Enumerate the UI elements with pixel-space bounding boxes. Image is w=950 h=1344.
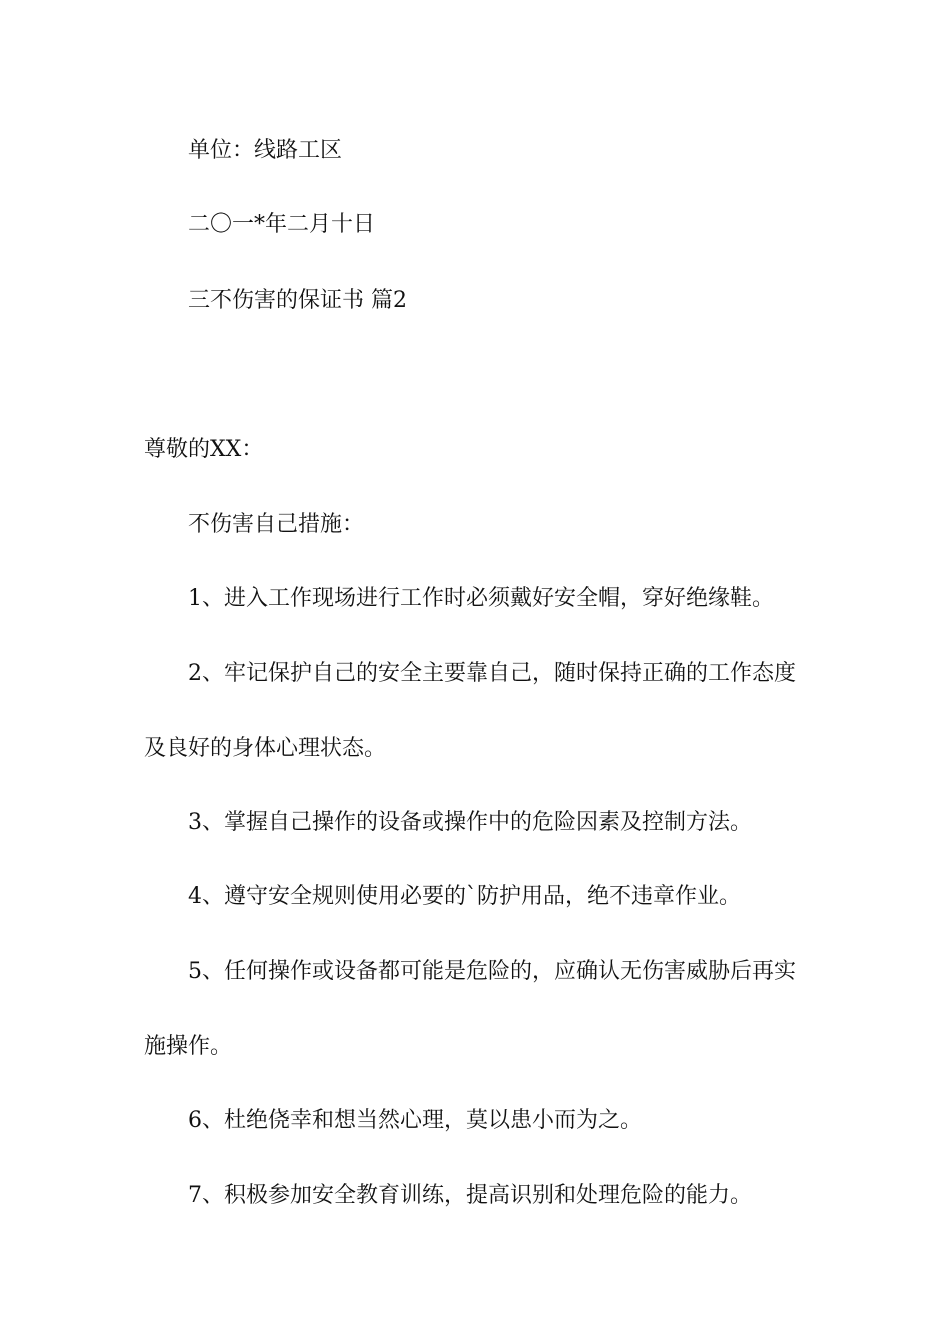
list-item-continuation: 及良好的身体心理状态。	[144, 736, 387, 761]
date-line: 二〇一*年二月十日	[188, 212, 376, 237]
list-item: 3、掌握自己操作的设备或操作中的危险因素及控制方法。	[188, 810, 752, 835]
list-item: 1、进入工作现场进行工作时必须戴好安全帽，穿好绝缘鞋。	[188, 586, 774, 611]
salutation: 尊敬的XX：	[144, 437, 264, 462]
list-item: 6、杜绝侥幸和想当然心理，莫以患小而为之。	[188, 1108, 642, 1133]
list-item: 4、遵守安全规则使用必要的`防护用品，绝不违章作业。	[188, 884, 741, 909]
list-item: 2、牢记保护自己的安全主要靠自己，随时保持正确的工作态度	[188, 661, 796, 686]
list-item-continuation: 施操作。	[144, 1034, 233, 1059]
unit-line: 单位：线路工区	[188, 138, 343, 163]
section-title: 三不伤害的保证书 篇2	[188, 288, 407, 313]
list-item: 5、任何操作或设备都可能是危险的，应确认无伤害威胁后再实	[188, 959, 796, 984]
subheading: 不伤害自己措施：	[188, 512, 365, 537]
list-item: 7、积极参加安全教育训练，提高识别和处理危险的能力。	[188, 1183, 752, 1208]
